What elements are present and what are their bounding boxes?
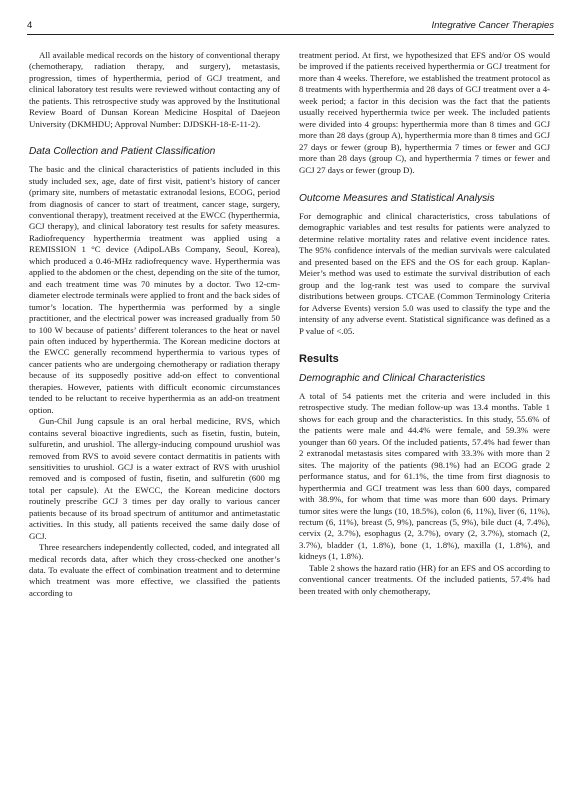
paragraph-demographic: A total of 54 patients met the criteria and were included in this retrospective study. The median follow-up was 13.4 months. Table 1 shows for each group and the characteristics. In this study, 55.6% of the patients were male and 44.4% were female, and 59.3% were younger than 60 years. Of the included patients, 57.4% had fewer than 2 extranodal metastasis sites compared with 33.3% with more than 2 sites. The majority of the patients (98.1%) had an ECOG grade 2 performance status, and for 61.1%, the time from first diagnosis to hyperthermia and GCJ treatment was less than 600 days, compared with 38.9%, for whom that time was more than 600 days. Primary tumor sites were the lungs (10, 18.5%), colon (6, 11%), liver (6, 11%), rectum (6, 11%), breast (5, 9%), pancreas (5, 9%), bile duct (4, 7.4%), cervix (2, 3.7%), esophagus (2, 3.7%), ovary (2, 3.7%), stomach (2, 3.7%), bladder (1, 1.8%), bone (1, 1.8%), maxilla (1, 1.8%), and kidneys (1, 1.8%). (299, 390, 550, 562)
paragraph-treatment-period: treatment period. At first, we hypothesized that EFS and/or OS would be improved if the patients received hyperthermia or GCJ treatment for more than 4 weeks. Therefore, we established the treatment protocol as 8 treatments with hyperthermia and 28 days of GCJ treatment over a 4-week period; a factor in this decision was the fact that the patients usually received hyperthermia twice per week. The included patients were divided into 4 groups: hyperthermia more than 8 times and GCJ more than 28 days (group A), hyperthermia more than 8 times and GCJ 27 days or fewer (group B), hyperthermia 7 times or fewer and GCJ more than 28 days (group C), and hyperthermia 7 times or fewer and GCJ 27 days or fewer (group D). (299, 50, 550, 175)
section-heading-results: Results (299, 352, 339, 365)
section-heading-demographic: Demographic and Clinical Characteristics (299, 372, 486, 384)
paragraph-table2: Table 2 shows the hazard ratio (HR) for an EFS and OS according to conventional cancer treatments. Of the included patients, 57.4% had been treated with only chemotherapy, (299, 562, 550, 596)
journal-title: Integrative Cancer Therapies (431, 20, 554, 31)
paragraph-basic-characteristics: The basic and the clinical characteristics of patients included in this study included sex, age, date of first visit, patient’s history of cancer (primary site, numbers of metastatic extranodal lesions, ECOG, period from diagnosis of cancer to start of treatment, cancer stage, surgery, conventional therapy), treatment received at the EWCC (hyperthermia, GCJ therapy), and clinical laboratory test results for safety measures. Radiofrequency hyperthermia treatment was applied using a REMISSION 1 °C device (AdipoLABs Company, Seoul, Korea), which produced a 0.46-MHz radiofrequency wave. Hyperthermia was applied to the abdomen or the chest, depending on the site of the tumor, and each treatment time was 70 minutes by a doctor. Two 12-cm-diameter electrode terminals were applied to front and the back sides of tumor’s location. The hyperthermia was performed by a single practitioner, and the electrical power was increased gradually from 50 to 100 W because of patients’ different tolerances to the heat or navel pain often induced by hyperthermia. The Korean medicine doctors at the EWCC generally recommend hyperthermia to various types of cancer patients who are undergoing chemotherapy or radiation therapy because of its supposedly positive add-on effect to conventional therapies. However, patients with difficult economic circumstances tended to be reluctant to receive hyperthermia as an add-on treatment option. (29, 164, 280, 415)
paragraph-medical-records: All available medical records on the history of conventional therapy (chemotherapy, radiation therapy, and surgery), metastasis, progression, times of hyperthermia, period of GCJ treatment, and clinical laboratory test results were reviewed without contacting any of the patients. This retrospective study was approved by the Institutional Review Board of Dunsan Korean Medicine Hospital of Daejeon University (DKMHDU; Approval Number: DJDSKH-18-E-11-2). (29, 50, 280, 129)
page-number: 4 (27, 20, 33, 31)
running-header (27, 20, 554, 35)
right-column (299, 50, 550, 597)
section-heading-outcome-measures: Outcome Measures and Statistical Analysis (299, 192, 495, 204)
paragraph-gcj-capsule: Gun-Chil Jung capsule is an oral herbal medicine, RVS, which contains several bioactive ingredients, such as fisetin, fustin, butein, sulfuretin, and urushiol. The allergy-inducing compound urushiol was removed from RVS to avoid severe contact dermatitis in patients with sensitivities to urushiol. GCJ is a water extract of RVS with urushiol removed and is composed of fustin, fisetin, and sulfuretin (600 mg total per capsule). At the EWCC, the Korean medicine doctors routinely prescribe GCJ 3 times per day orally to various cancer patients because of its broad spectrum of antitumor and antimetastatic activities. In this study, all patients received the same daily dose of GCJ. (29, 416, 280, 541)
paragraph-outcome-measures: For demographic and clinical characteristics, cross tabulations of demographic variables and test results for patients were analyzed to determine relative mortality rates and relative event incidence rates. The 95% confidence intervals of the median survivals were calculated and presented based on the EFS and the OS for each group. Kaplan-Meier’s method was used to estimate the survival distribution of each group and the log-rank test was used to compare the survival distributions between groups. CTCAE (Common Terminology Criteria for Adverse Events) version 5.0 was used to classify the type and the intensity of any adverse event. Statistical significance was defined as a P value of <.05. (299, 210, 550, 336)
paragraph-researchers: Three researchers independently collected, coded, and integrated all medical records data, after which they cross-checked one another’s data. To evaluate the effect of combination treatment and to determine which treatment was more effective, we classified the patients according to (29, 542, 280, 598)
section-heading-data-collection: Data Collection and Patient Classification (29, 146, 216, 158)
left-column (29, 50, 280, 599)
